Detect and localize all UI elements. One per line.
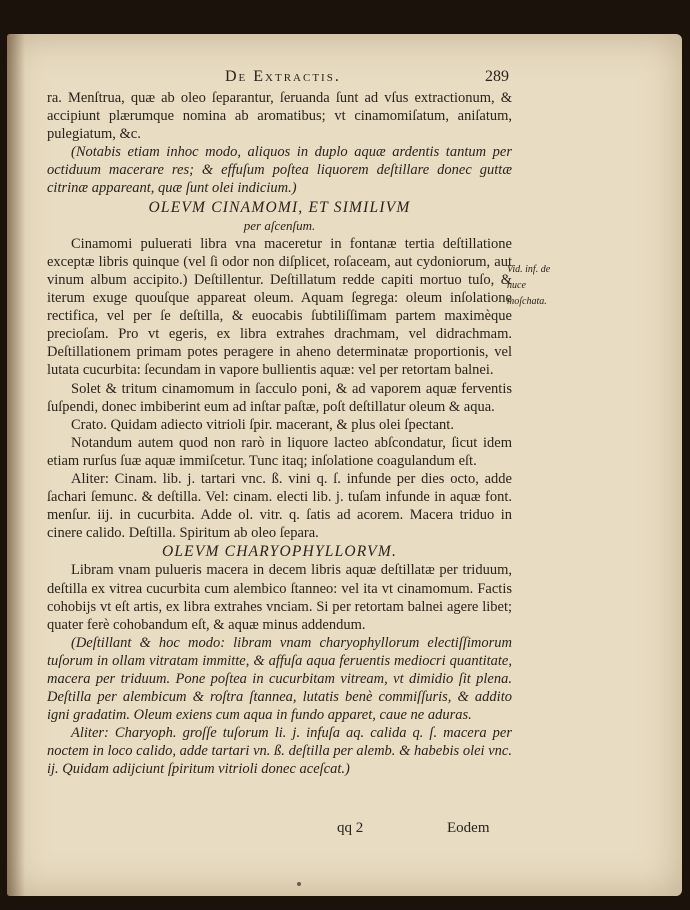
paragraph-notabis: (Notabis etiam inhoc modo, aliquos in duplo aquæ ardentis tantum per octiduum macerare res; & effuſum poſtea liquorem deſtillare donec guttæ citrinæ appareant, quæ ſunt olei indicium.) (47, 144, 512, 197)
ink-dot (297, 882, 301, 886)
catchword: Eodem (447, 820, 490, 836)
section-heading-oleum-charyophyllorum: OLEVM CHARYOPHYLLORVM. (161, 543, 398, 561)
running-head: De Extractis. (225, 68, 341, 85)
paragraph-aliter-charyoph: Aliter: Charyoph. groſſe tuſorum li. j. infuſa aq. calida q. ſ. macera per noctem in loco calido, adde tartari vn. ß. deſtilla per alemb. & habebis olei vnc. ij. Quidam adijciunt ſpiritum vitrioli donec aceſcat.) (47, 725, 512, 778)
paragraph-menstrua: ra. Menſtrua, quæ ab oleo ſeparantur, ſeruanda ſunt ad vſus extractionum, & accipiunt plærumque nomina ab aromatibus; vt cinamomiſatum, aniſatum, pulegiatum, &c. (47, 90, 512, 143)
paragraph-libram-vnam: Libram vnam pulueris macera in decem libris aquæ deſtillatæ per triduum, deſtilla ex vitrea cucurbita cum alembico ſtanneo: vel ita vt cinamomum. Factis cohobijs vt eſt artis, ex libra extrahes vnciam. Si per retortam balnei agere libet; quater ferè cohobandum eſt, & aquæ minus addendum. (47, 562, 512, 633)
page-number: 289 (485, 68, 509, 85)
main-text-column (47, 89, 512, 779)
paragraph-solet: Solet & tritum cinamomum in ſacculo poni, & ad vaporem aquæ ferventis ſuſpendi, donec imbiberint eum ad inſtar paſtæ, poſt deſtillatur oleum & aqua. (47, 380, 512, 415)
section-subheading-per-ascensum: per aſcenſum. (243, 217, 316, 233)
section-heading-oleum-cinamomi: OLEVM CINAMOMI, ET SIMILIVM (148, 198, 411, 216)
book-page (7, 34, 682, 896)
paragraph-notandum: Notandum autem quod non rarò in liquore lacteo abſcondatur, ſicut idem etiam rurſus ſuæ aquæ immiſcetur. Tunc itaq; inſolatione coagulandum eſt. (47, 434, 512, 469)
marginal-note: Vid. inf. de nuce moſchata. (507, 264, 551, 307)
paragraph-destillant: (Deſtillant & hoc modo: libram vnam charyophyllorum electiſſimorum tuſorum in ollam vitratam immitte, & affuſa aqua feruentis mediocri quantitate, macera per triduum. Pone poſtea in cucurbitam vitream, vt dimidio ſit plena. Deſtilla per alembicum & roſtra ſtannea, lutatis benè commiſſuris, & addito igni gradatim. Oleum exiens cum aqua in fundo apparet, caue ne aduras. (47, 634, 512, 724)
page-gutter-shadow (7, 34, 25, 896)
paragraph-crato: Crato. Quidam adiecto vitrioli ſpir. macerant, & plus olei ſpectant. (71, 416, 454, 433)
signature-mark: qq 2 (337, 820, 364, 836)
paragraph-aliter-cinam: Aliter: Cinam. lib. j. tartari vnc. ß. vini q. ſ. infunde per dies octo, adde ſachari ſemunc. & deſtilla. Vel: cinam. electi lib. j. tuſam infunde in aquæ font. menſur. iij. in cucurbita. Adde ol. vitr. q. ſatis ad acorem. Macera triduo in cinere calido. Deſtilla. Spiritum ab oleo ſepara. (47, 470, 512, 542)
paragraph-cinamomi-recipe: Cinamomi puluerati libra vna maceretur in fontanæ tertia deſtillatione exceptæ libris quinque (vel ſi odor non diſplicet, roſaceam, aut cydoniorum, aut vinum album accipito.) Deſtillentur. Deſtillatum redde capiti mortuo tuſo, & iterum exuge quouſque appareat oleum. Aquam ſegrega: oleum inſolatione rectifica, vel per ſe deſtilla, & euocabis ſubtiliſſimam partem maximèque precioſam. Pro vt egeris, ex libra extrahes drachmam, vel didrachmam. Deſtillationem primam potes peragere in aheno determinatæ proportionis, vel lutata cucurbita: ſecundam in vapore bullientis aquæ: vel per retortam balnei. (47, 235, 512, 379)
